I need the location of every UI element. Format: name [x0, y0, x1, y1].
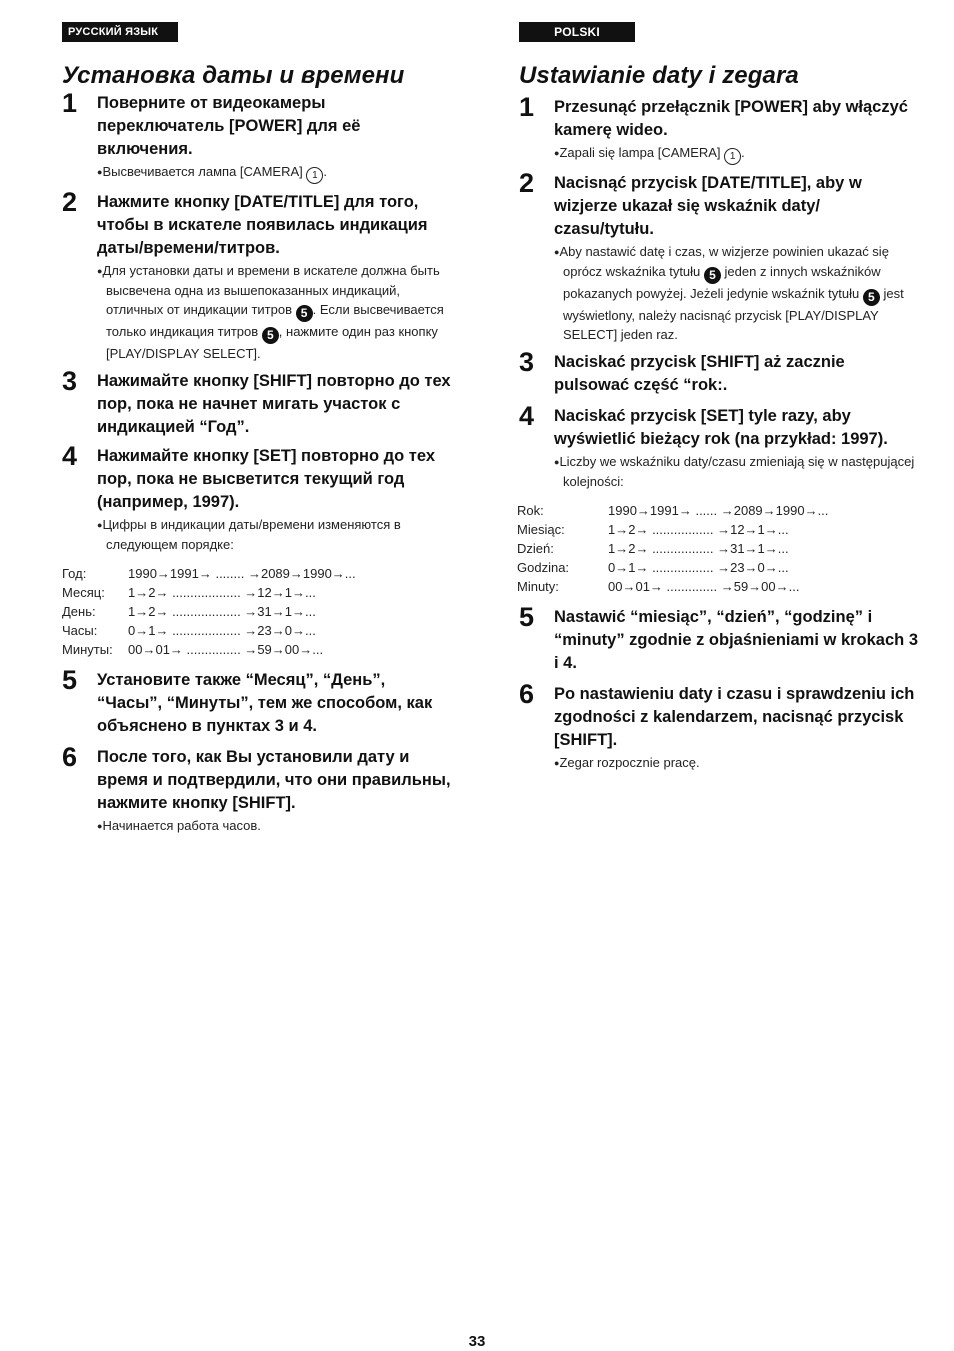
sequence-label: Godzina:	[517, 560, 570, 575]
sequence-label: День:	[62, 604, 96, 619]
sequence-label: Минуты:	[62, 642, 113, 657]
sequence-value: 00→01→ ............... →59→00→...	[128, 642, 324, 657]
step-text: Нажимайте кнопку [SET] повторно до тех пор, пока не высветится текущий год (например, 1997).	[97, 447, 436, 511]
step-note: ●Zapali się lampa [CAMERA] 1 .	[554, 143, 919, 165]
table-row	[62, 602, 446, 621]
sequence-value: 1→2→ ................. →31→1→...	[608, 541, 789, 556]
step-note: ●Высвечивается лампа [CAMERA] 1 .	[97, 162, 454, 184]
step-text: Naciskać przycisk [SHIFT] aż zacznie pulsować część “rok:.	[554, 353, 845, 394]
step-number: 4	[519, 401, 535, 431]
sequence-value: 0→1→ ................. →23→0→...	[608, 560, 789, 575]
step-text: Установите также “Месяц”, “День”, “Часы”, “Минуты”, тем же способом, как объяснено в пунктах 3 и 4.	[97, 671, 433, 735]
step-number: 6	[62, 742, 78, 772]
title-indicator-icon: 5	[704, 267, 721, 284]
sequence-label: Dzień:	[517, 541, 554, 556]
step-text: Нажмите кнопку [DATE/TITLE] для того, чтобы в искателе появилась индикация даты/времени/титров.	[97, 193, 428, 257]
date-sequence-table	[62, 564, 446, 659]
table-row	[62, 621, 446, 640]
table-row	[517, 539, 908, 558]
step-text: Naciskać przycisk [SET] tyle razy, aby wyświetlić bieżący rok (na przykład: 1997).	[554, 407, 888, 448]
step-number: 1	[62, 88, 78, 118]
table-row	[517, 501, 908, 520]
step-note: ●Цифры в индикации даты/времени изменяются в следующем порядке:	[97, 517, 401, 552]
table-row	[517, 577, 908, 596]
step-text: Przesunąć przełącznik [POWER] aby włączyć kamerę wideo.	[554, 98, 908, 139]
title-indicator-icon: 5	[296, 305, 313, 322]
step-note: ●Начинается работа часов.	[97, 818, 261, 833]
step-2	[62, 187, 454, 363]
step-6	[519, 679, 919, 773]
title-indicator-icon: 5	[863, 289, 880, 306]
polish-column	[519, 22, 919, 780]
step-number: 5	[62, 665, 78, 695]
step-note: ●Liczby we wskaźniku daty/czasu zmieniają się w następującej kolejności:	[554, 454, 915, 489]
step-1	[62, 88, 454, 184]
step-5	[519, 602, 919, 675]
sequence-value: 1990→1991→ ...... →2089→1990→...	[608, 503, 829, 518]
russian-column	[62, 22, 454, 843]
sequence-value: 00→01→ .............. →59→00→...	[608, 579, 800, 594]
step-text: После того, как Вы установили дату и время и подтвердили, что они правильны, нажмите кнопку [SHIFT].	[97, 748, 451, 812]
step-text: Po nastawieniu daty i czasu i sprawdzeniu ich zgodności z kalendarzem, nacisnąć przycisk [SHIFT].	[554, 685, 915, 749]
step-6	[62, 742, 454, 836]
step-number: 5	[519, 602, 535, 632]
step-number: 4	[62, 441, 78, 471]
step-text: Поверните от видеокамеры переключатель [POWER] для её включения.	[97, 94, 361, 158]
circled-number-icon: 1	[306, 167, 323, 184]
sequence-label: Часы:	[62, 623, 98, 638]
step-number: 3	[519, 347, 535, 377]
sequence-label: Месяц:	[62, 585, 105, 600]
language-tag: POLSKI	[519, 22, 635, 42]
table-row	[517, 520, 908, 539]
step-4	[519, 401, 919, 491]
step-5	[62, 665, 454, 738]
step-text: Nastawić “miesiąc”, “dzień”, “godzinę” i “minuty” zgodnie z objaśnieniami w krokach 3 i 4.	[554, 608, 918, 672]
section-title: Ustawianie daty i zegara	[519, 62, 799, 89]
step-text: Нажимайте кнопку [SHIFT] повторно до тех пор, пока не начнет мигать участок с индикацией “Год”.	[97, 372, 451, 436]
step-number: 1	[519, 92, 535, 122]
sequence-value: 1→2→ ................... →12→1→...	[128, 585, 316, 600]
table-row	[62, 640, 446, 659]
page-number: 33	[468, 1333, 486, 1350]
sequence-label: Minuty:	[517, 579, 559, 594]
sequence-value: 1990→1991→ ........ →2089→1990→...	[128, 566, 356, 581]
step-note: ●Aby nastawić datę i czas, w wizjerze powinien ukazać się oprócz wskaźnika tytułu 5 jeden z innych wskaźników pokazanych powyżej. Jeżeli jedynie wskaźnik tytułu 5 jest wyświetlony, należy nacisnąć przycisk [PLAY/DISPLAY SELECT] jeden raz.	[554, 244, 904, 342]
step-note: ●Zegar rozpocznie pracę.	[554, 755, 700, 770]
sequence-label: Rok:	[517, 503, 544, 518]
step-3	[62, 366, 454, 439]
step-number: 6	[519, 679, 535, 709]
step-note: ●Для установки даты и времени в искателе должна быть высвечена одна из вышепоказанных индикаций, отличных от индикации титров 5 . Если высвечивается только индикация титров 5 , нажмите один раз кнопку [PLAY/DISPLAY SELECT].	[97, 263, 444, 361]
section-title: Установка даты и времени	[62, 62, 405, 89]
sequence-value: 0→1→ ................... →23→0→...	[128, 623, 316, 638]
table-row	[517, 558, 908, 577]
step-3	[519, 347, 919, 397]
table-row	[62, 564, 446, 583]
step-text: Nacisnąć przycisk [DATE/TITLE], aby w wizjerze ukazał się wskaźnik daty/ czasu/tytułu.	[554, 174, 862, 238]
step-number: 2	[519, 168, 535, 198]
step-4	[62, 441, 454, 554]
title-indicator-icon: 5	[262, 327, 279, 344]
step-number: 2	[62, 187, 78, 217]
sequence-label: Год:	[62, 566, 87, 581]
sequence-value: 1→2→ ................... →31→1→...	[128, 604, 316, 619]
language-tag: РУССКИЙ ЯЗЫК	[62, 22, 178, 42]
date-sequence-table	[517, 501, 908, 596]
step-1	[519, 92, 919, 165]
step-number: 3	[62, 366, 78, 396]
step-2	[519, 168, 919, 344]
circled-number-icon: 1	[724, 148, 741, 165]
sequence-label: Miesiąc:	[517, 522, 565, 537]
table-row	[62, 583, 446, 602]
sequence-value: 1→2→ ................. →12→1→...	[608, 522, 789, 537]
